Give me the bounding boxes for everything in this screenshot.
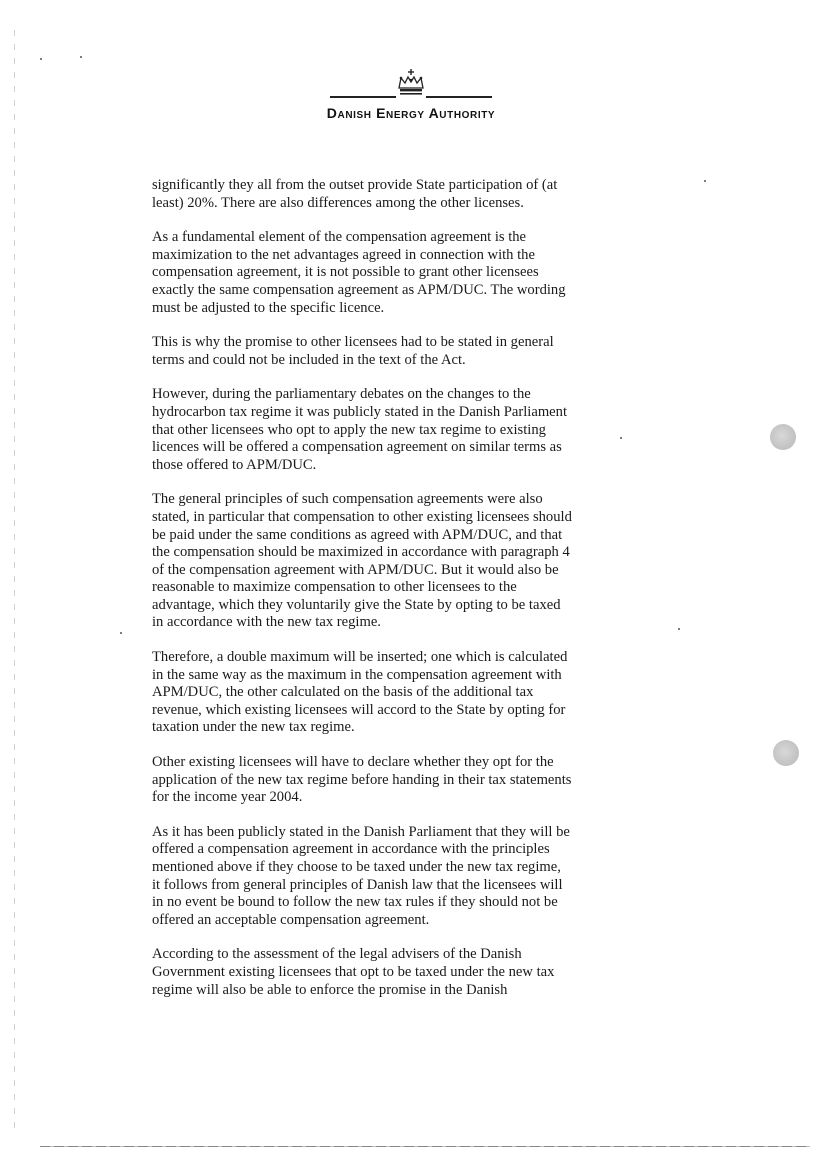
scan-speck [620,437,622,439]
paragraph: According to the assessment of the legal advisers of the Danish Government existing licensees that opt to be taxed under the new tax regime will also be able to enforce the promise in the Danish [152,946,555,998]
paragraph: The general principles of such compensation agreements were also stated, in particular that compensation to other existing licensees should be paid under the same conditions as agreed with APM/DUC, and that the compensation should be maximized in accordance with paragraph 4 of the compensation agreement with APM/DUC. But it would also be reasonable to maximize compensation to other licensees to the advantage, which they voluntarily give the State by opting to be taxed in accordance with the new tax regime. [152,491,572,631]
royal-crown-icon [394,68,428,98]
letter-body [152,177,572,1016]
punch-hole [773,740,799,766]
scan-speck [678,628,680,630]
scan-speck [704,180,706,182]
paragraph: Therefore, a double maximum will be inserted; one which is calculated in the same way as the maximum in the compensation agreement with APM/DUC, the other calculated on the basis of the additional tax revenue, which existing licensees will accord to the State by opting for taxation under the new tax regime. [152,649,568,736]
paragraph: As a fundamental element of the compensation agreement is the maximization to the net advantages agreed in connection with the compensation agreement, it is not possible to grant other licensees exactly the same compensation agreement as APM/DUC. The wording must be adjusted to the specific licence. [152,229,566,316]
header-rule-left [330,96,396,98]
scan-speck [80,56,82,58]
scan-speck [40,58,42,60]
paragraph: significantly they all from the outset provide State participation of (at least) 20%. There are also differences among the other licenses. [152,177,558,211]
paragraph: This is why the promise to other licensees had to be stated in general terms and could not be included in the text of the Act. [152,334,554,368]
scan-speck [120,632,122,634]
paragraph: Other existing licensees will have to declare whether they opt for the application of the new tax regime before handing in their tax statements for the income year 2004. [152,754,572,806]
punch-hole [770,424,796,450]
organization-name: Danish Energy Authority [326,105,496,121]
paragraph: As it has been publicly stated in the Danish Parliament that they will be offered a compensation agreement in accordance with the principles mentioned above if they choose to be taxed under the new tax regime, it follows from general principles of Danish law that the licensees will in no event be bound to follow the new tax rules if they should not be offered an acceptable compensation agreement. [152,823,570,928]
header-rule-right [426,96,492,98]
scan-bottom-edge [40,1146,810,1147]
scan-left-edge [14,30,15,1130]
paragraph: However, during the parliamentary debates on the changes to the hydrocarbon tax regime it was publicly stated in the Danish Parliament that other licensees who opt to apply the new tax regime to existing licences will be offered a compensation agreement on similar terms as those offered to APM/DUC. [152,386,568,473]
